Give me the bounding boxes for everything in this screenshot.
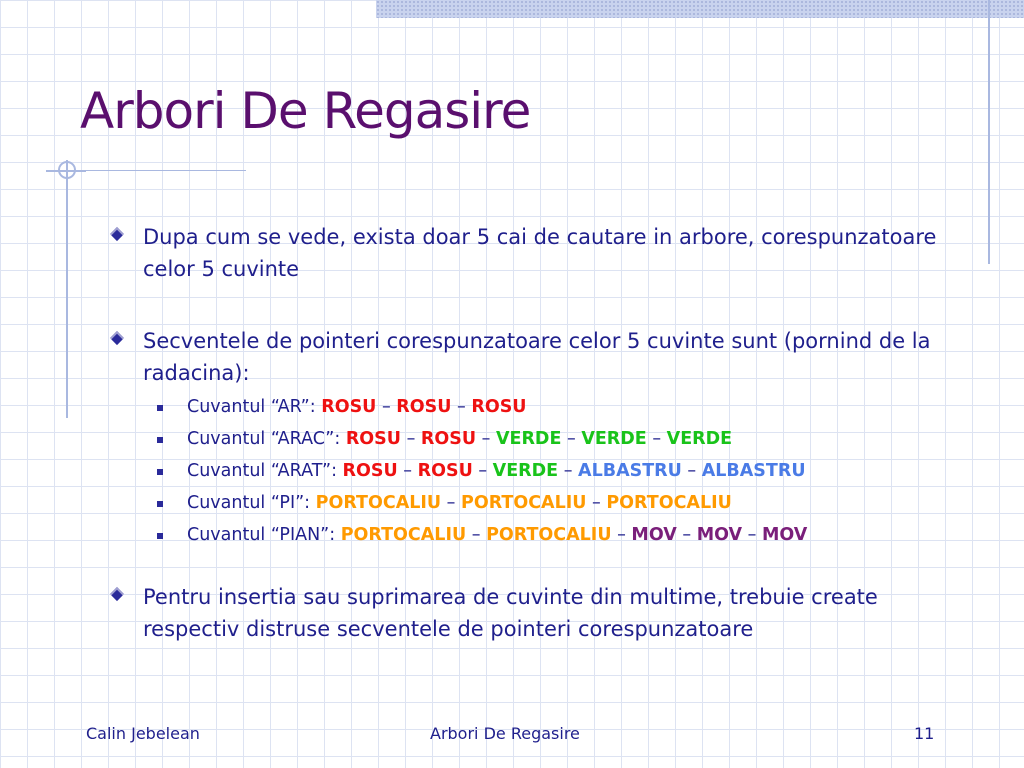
circle-ornament-crossbar xyxy=(46,170,86,172)
footer-title: Arbori De Regasire xyxy=(430,724,580,743)
pointer-color-port: PORTOCALIU xyxy=(606,493,732,513)
pointer-color-port: PORTOCALIU xyxy=(315,493,442,513)
separator-dash: – xyxy=(558,461,579,481)
pointer-color-port: PORTOCALIU xyxy=(461,493,587,513)
slide-content xyxy=(110,221,970,645)
pointer-color-verde: VERDE xyxy=(495,429,562,449)
footer-author: Calin Jebelean xyxy=(86,724,200,743)
right-decorative-line xyxy=(988,0,990,264)
pointer-sequence-item xyxy=(110,519,970,551)
word-label: Cuvantul “ARAC”: xyxy=(187,429,346,449)
bullet-text: Dupa cum se vede, exista doar 5 cai de cautare in arbore, corespunzatoare celor 5 cuvinte xyxy=(143,225,937,281)
pointer-color-verde: VERDE xyxy=(581,429,647,449)
pointer-sequence-item xyxy=(110,455,970,487)
word-label: Cuvantul “PI”: xyxy=(187,493,316,513)
separator-dash: – xyxy=(451,397,472,417)
slide-title: Arbori De Regasire xyxy=(80,82,531,140)
pointer-color-mov: MOV xyxy=(761,525,808,545)
pointer-color-rosu: ROSU xyxy=(342,461,398,481)
pointer-color-port: PORTOCALIU xyxy=(486,525,612,545)
pointer-color-verde: VERDE xyxy=(492,461,559,481)
bullet-text: Pentru insertia sau suprimarea de cuvinte din multime, trebuie create respectiv distruse secventele de pointeri corespunzatoare xyxy=(143,585,878,641)
pointer-sequence-item xyxy=(110,423,970,455)
pointer-color-rosu: ROSU xyxy=(396,397,452,417)
diamond-bullet-icon xyxy=(110,227,124,241)
bullet-text: Secventele de pointeri corespunzatoare celor 5 cuvinte sunt (pornind de la radacina): xyxy=(143,329,931,385)
pointer-color-mov: MOV xyxy=(631,525,677,545)
separator-dash: – xyxy=(646,429,667,449)
word-label: Cuvantul “ARAT”: xyxy=(187,461,343,481)
square-bullet-icon xyxy=(157,533,163,539)
pointer-color-albastru: ALBASTRU xyxy=(578,461,682,481)
separator-dash: – xyxy=(676,525,697,545)
square-bullet-icon xyxy=(157,437,163,443)
separator-dash: – xyxy=(586,493,607,513)
pointer-color-rosu: ROSU xyxy=(345,429,401,449)
separator-dash: – xyxy=(681,461,702,481)
pointer-color-rosu: ROSU xyxy=(420,429,477,449)
separator-dash: – xyxy=(397,461,418,481)
separator-dash: – xyxy=(376,397,397,417)
pointer-sequence-item xyxy=(110,391,970,423)
square-bullet-icon xyxy=(157,469,163,475)
pointer-color-verde: VERDE xyxy=(666,429,733,449)
pointer-sequence-item xyxy=(110,487,970,519)
left-decorative-line xyxy=(66,160,68,418)
separator-dash: – xyxy=(561,429,582,449)
page-number: 11 xyxy=(914,724,935,743)
pointer-color-albastru: ALBASTRU xyxy=(701,461,806,481)
word-label: Cuvantul “PIAN”: xyxy=(187,525,341,545)
separator-dash: – xyxy=(476,429,496,449)
separator-dash: – xyxy=(466,525,487,545)
diamond-bullet-icon xyxy=(110,331,124,345)
square-bullet-icon xyxy=(157,501,163,507)
bullet-item xyxy=(110,581,970,645)
separator-dash: – xyxy=(472,461,493,481)
bullet-item xyxy=(110,325,970,389)
pointer-color-rosu: ROSU xyxy=(471,397,527,417)
top-decorative-bar xyxy=(376,0,1024,18)
pointer-color-rosu: ROSU xyxy=(417,461,473,481)
pointer-sequence-list xyxy=(110,391,970,551)
pointer-color-mov: MOV xyxy=(696,525,743,545)
separator-dash: – xyxy=(611,525,632,545)
separator-dash: – xyxy=(441,493,461,513)
pointer-color-port: PORTOCALIU xyxy=(340,525,467,545)
separator-dash: – xyxy=(401,429,421,449)
pointer-color-rosu: ROSU xyxy=(321,397,377,417)
bullet-item xyxy=(110,221,970,285)
separator-dash: – xyxy=(742,525,762,545)
word-label: Cuvantul “AR”: xyxy=(187,397,322,417)
square-bullet-icon xyxy=(157,405,163,411)
diamond-bullet-icon xyxy=(110,587,124,601)
